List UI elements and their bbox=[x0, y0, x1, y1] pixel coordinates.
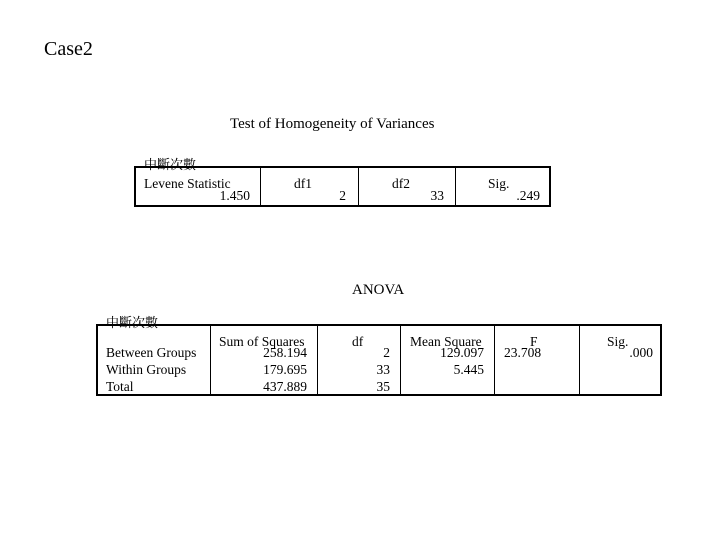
levene-variable-label: 中斷次數 bbox=[144, 157, 197, 172]
anova-header-f: F bbox=[530, 334, 538, 349]
column-divider bbox=[494, 326, 495, 394]
column-divider bbox=[400, 326, 401, 394]
anova-cell-mean-square: 5.445 bbox=[453, 362, 484, 377]
anova-row-label: Within Groups bbox=[106, 362, 187, 377]
anova-cell-mean-square: 129.097 bbox=[440, 345, 484, 360]
levene-header-sig: Sig. bbox=[488, 176, 510, 191]
levene-header-df2: df2 bbox=[392, 176, 410, 191]
anova-header-df: df bbox=[352, 334, 364, 349]
levene-value-sig: .249 bbox=[516, 188, 540, 203]
anova-row-label: Between Groups bbox=[106, 345, 197, 360]
slide-title: Case2 bbox=[44, 38, 93, 60]
levene-header-df1: df1 bbox=[294, 176, 312, 191]
anova-cell-sum-of-squares: 437.889 bbox=[263, 379, 307, 394]
levene-table bbox=[134, 166, 551, 207]
anova-cell-df: 35 bbox=[376, 379, 390, 394]
anova-cell-df: 2 bbox=[383, 345, 390, 360]
anova-cell-sig: .000 bbox=[629, 345, 653, 360]
anova-header-mean-square: Mean Square bbox=[410, 334, 482, 349]
anova-variable-label: 中斷次數 bbox=[106, 315, 159, 330]
levene-header-statistic: Levene Statistic bbox=[144, 176, 231, 191]
levene-table-title: Test of Homogeneity of Variances bbox=[230, 116, 435, 132]
anova-cell-sum-of-squares: 179.695 bbox=[263, 362, 307, 377]
column-divider bbox=[579, 326, 580, 394]
anova-table-title: ANOVA bbox=[352, 282, 405, 298]
anova-table bbox=[96, 324, 662, 396]
anova-cell-sum-of-squares: 258.194 bbox=[263, 345, 307, 360]
anova-header-sum-of-squares: Sum of Squares bbox=[219, 334, 305, 349]
anova-header-sig: Sig. bbox=[607, 334, 629, 349]
anova-cell-f: 23.708 bbox=[504, 345, 542, 360]
levene-value-df1: 2 bbox=[339, 188, 346, 203]
anova-cell-df: 33 bbox=[376, 362, 390, 377]
anova-row-label: Total bbox=[106, 379, 134, 394]
levene-value-statistic: 1.450 bbox=[219, 188, 250, 203]
levene-value-df2: 33 bbox=[430, 188, 444, 203]
